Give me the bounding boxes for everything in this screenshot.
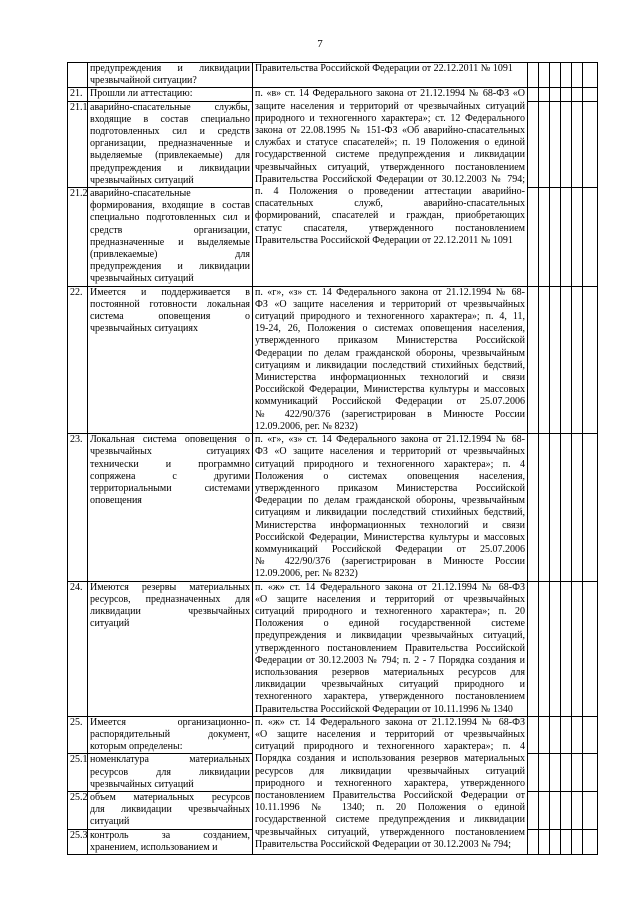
table-row xyxy=(68,63,598,88)
table-row xyxy=(68,434,598,581)
text-line: Федерации по делам гражданской обороны, чрезвычайным xyxy=(255,495,525,507)
question-cell xyxy=(88,581,253,716)
question-cell xyxy=(88,63,253,88)
answer-cell[interactable] xyxy=(583,754,598,792)
answer-cell[interactable] xyxy=(539,88,550,101)
text-line: Прошли ли аттестацию: xyxy=(90,88,193,100)
text-line: ситуаций природного и техногенного характера»; п. 4 xyxy=(255,741,525,753)
answer-cell[interactable] xyxy=(550,101,561,187)
question-cell xyxy=(88,791,253,829)
question-cell xyxy=(88,188,253,287)
text-line: Имеются резервы материальных xyxy=(90,581,250,593)
item-number: 23. xyxy=(68,434,88,581)
text-line: «О защите населения и территорий от чрезвычайных xyxy=(255,593,525,605)
item-number: 25.2 xyxy=(68,791,88,829)
item-number: 21.1 xyxy=(68,101,88,187)
question-cell xyxy=(88,434,253,581)
answer-cell[interactable] xyxy=(528,581,539,716)
text-line: предназначенные и выделяемые xyxy=(90,236,250,248)
answer-cell[interactable] xyxy=(572,716,583,754)
text-line: чрезвычайных ситуаций xyxy=(90,174,194,186)
text-line: 12.09.2006, рег. № 8232) xyxy=(255,420,358,432)
text-line: территориальными системами xyxy=(90,482,250,494)
answer-cell[interactable] xyxy=(528,286,539,433)
answer-cell[interactable] xyxy=(583,101,598,187)
text-line: ресурсов, предназначенных для xyxy=(90,593,250,605)
answer-cell[interactable] xyxy=(539,63,550,88)
item-number: 21. xyxy=(68,88,88,101)
answer-cell[interactable] xyxy=(561,63,572,88)
checklist-table xyxy=(67,62,598,855)
answer-cell[interactable] xyxy=(550,754,561,792)
answer-cell[interactable] xyxy=(572,286,583,433)
text-line: ФЗ «О защите населения и территорий от чрезвычайных xyxy=(255,446,525,458)
text-line: Правительства Российской Федерации от 10.11.1996 № 1340 xyxy=(255,703,513,715)
table-row xyxy=(68,716,598,754)
answer-cell[interactable] xyxy=(561,188,572,287)
answer-cell[interactable] xyxy=(539,716,550,754)
answer-cell[interactable] xyxy=(539,188,550,287)
legal-reference-cell xyxy=(253,88,528,286)
text-line: № 422/90/376 (зарегистрирован в Минюсте России xyxy=(255,408,525,420)
answer-cell[interactable] xyxy=(572,434,583,581)
answer-cell[interactable] xyxy=(561,716,572,754)
text-line: 12.09.2006, рег. № 8232) xyxy=(255,568,358,580)
legal-reference-cell xyxy=(253,581,528,716)
answer-cell[interactable] xyxy=(539,754,550,792)
checklist-rows xyxy=(68,63,598,855)
table-row xyxy=(68,88,598,101)
question-cell xyxy=(88,286,253,433)
text-line: ситуаций природного и техногенного характера»; п. 4, 11, xyxy=(255,311,525,323)
text-line: Порядка создания и использования резервов материальных xyxy=(255,753,525,765)
legal-reference-cell xyxy=(253,434,528,581)
answer-cell[interactable] xyxy=(583,63,598,88)
legal-reference-cell xyxy=(253,716,528,854)
answer-cell[interactable] xyxy=(528,434,539,581)
text-line: ситуаций xyxy=(90,816,130,828)
text-line: спасательных служб, аварийно-спасательных xyxy=(255,198,525,210)
question-cell xyxy=(88,716,253,754)
text-line: для ликвидации чрезвычайных xyxy=(90,804,250,816)
text-line: подготовленных сил и средств xyxy=(90,126,250,138)
text-line: коммуникаций Российской Федерации от 25.07.2006 xyxy=(255,396,525,408)
answer-cell[interactable] xyxy=(528,829,539,854)
question-cell xyxy=(88,829,253,854)
answer-cell[interactable] xyxy=(539,581,550,716)
text-line: распорядительный документ, xyxy=(90,728,250,740)
text-line: Локальная система оповещения о xyxy=(90,434,250,446)
answer-cell[interactable] xyxy=(561,88,572,101)
answer-cell[interactable] xyxy=(528,188,539,287)
text-line: аварийно-спасательные xyxy=(90,188,191,200)
legal-reference-cell xyxy=(253,63,528,88)
text-line: Правительства Российской Федерации от 30.12.2003 № 794; xyxy=(255,838,511,850)
text-line: сопряжена с другими xyxy=(90,470,250,482)
table-row xyxy=(68,581,598,716)
text-line: Правительства Российской Федерации от 22.12.2011 № 1091 xyxy=(255,63,513,74)
text-line: службах и статусе спасателей»; п. 19 Положения о единой xyxy=(255,137,525,149)
answer-cell[interactable] xyxy=(539,286,550,433)
answer-cell[interactable] xyxy=(561,791,572,829)
text-line: ликвидации чрезвычайных ситуаций природного и xyxy=(255,679,525,691)
answer-cell[interactable] xyxy=(550,581,561,716)
answer-cell[interactable] xyxy=(561,434,572,581)
text-line: постановлением Правительства Российской Федерации от xyxy=(255,789,525,801)
text-line: контроль за созданием, xyxy=(90,829,250,841)
answer-cell[interactable] xyxy=(583,829,598,854)
text-line: аварийно-спасательные службы, xyxy=(90,101,250,113)
answer-cell[interactable] xyxy=(539,829,550,854)
text-line: п. «г», «з» ст. 14 Федерального закона от 21.12.1994 № 68- xyxy=(255,286,525,298)
text-line: средств организации, xyxy=(90,224,250,236)
text-line: постоянной готовности локальная xyxy=(90,298,250,310)
text-line: объем материальных ресурсов xyxy=(90,791,250,803)
text-line: 10.11.1996 № 1340; п. 20 Положения о единой xyxy=(255,802,525,814)
text-line: п. «ж» ст. 14 Федерального закона от 21.12.1994 № 68-ФЗ xyxy=(255,581,525,593)
answer-cell[interactable] xyxy=(550,63,561,88)
text-line: ФЗ «О защите населения и территорий от чрезвычайных xyxy=(255,298,525,310)
text-line: чрезвычайной ситуации? xyxy=(90,75,197,87)
text-line: ситуаций природного и техногенного характера»; п. 20 xyxy=(255,605,525,617)
text-line: ликвидации чрезвычайных xyxy=(90,605,250,617)
item-number: 22. xyxy=(68,286,88,433)
answer-cell[interactable] xyxy=(528,63,539,88)
text-line: природного и техногенного характера, утвержденного xyxy=(255,777,525,789)
text-line: Положения о системах оповещения населения, xyxy=(255,470,525,482)
text-line: формирования, входящие в состав xyxy=(90,200,250,212)
text-line: Правительства Российской Федерации от 30.12.2003 № 794; xyxy=(255,173,525,185)
item-number: 21.2 xyxy=(68,188,88,287)
answer-cell[interactable] xyxy=(572,754,583,792)
text-line: которым определены: xyxy=(90,741,183,753)
text-line: Российской Федерации, Министерства культуры и массовых xyxy=(255,531,525,543)
text-line: оповещения xyxy=(90,495,142,507)
text-line: 19-24, 26, Положения о системах оповещения населения, xyxy=(255,323,525,335)
text-line: чрезвычайных ситуаций, утвержденного постановлением xyxy=(255,161,525,173)
text-line: предупреждения и ликвидации xyxy=(90,261,250,273)
text-line: ситуациям и ликвидации последствий стихийных бедствий, xyxy=(255,507,525,519)
text-line: система оповещения о xyxy=(90,311,250,323)
answer-cell[interactable] xyxy=(550,286,561,433)
text-line: (привлекаемые) для xyxy=(90,249,250,261)
text-line: ресурсов для ликвидации чрезвычайных ситуаций xyxy=(255,765,525,777)
text-line: Правительства Российской Федерации от 22.12.2011 № 1091 xyxy=(255,234,513,246)
answer-cell[interactable] xyxy=(572,88,583,101)
text-line: использования резервов материальных ресурсов для xyxy=(255,666,525,678)
text-line: статус спасателя, утвержденного постановлением xyxy=(255,222,525,234)
text-line: ресурсов для ликвидации xyxy=(90,766,250,778)
answer-cell[interactable] xyxy=(572,188,583,287)
text-line: Российской Федерации, Министерства культуры и массовых xyxy=(255,384,525,396)
item-number: 24. xyxy=(68,581,88,716)
text-line: организации, предназначенные и xyxy=(90,138,250,150)
text-line: формирований, спасателей и граждан, приобретающих xyxy=(255,210,525,222)
answer-cell[interactable] xyxy=(561,581,572,716)
text-line: предупреждения и ликвидации чрезвычайных ситуаций, xyxy=(255,630,525,642)
answer-cell[interactable] xyxy=(528,754,539,792)
answer-cell[interactable] xyxy=(561,286,572,433)
text-line: государственной системе предупреждения и ликвидации xyxy=(255,814,525,826)
page-number: 7 xyxy=(317,38,323,50)
answer-cell[interactable] xyxy=(550,434,561,581)
answer-cell[interactable] xyxy=(583,791,598,829)
text-line: утвержденного постановлением Правительства Российской xyxy=(255,642,525,654)
text-line: Федерации от 30.12.2003 № 794; п. 2 - 7 Порядка создания и xyxy=(255,654,525,666)
text-line: номенклатура материальных xyxy=(90,754,250,766)
answer-cell[interactable] xyxy=(561,101,572,187)
item-number: 25.3 xyxy=(68,829,88,854)
item-number: 25. xyxy=(68,716,88,754)
text-line: Министерства информационных технологий и связи xyxy=(255,372,525,384)
text-line: входящие в состав специально xyxy=(90,113,250,125)
answer-cell[interactable] xyxy=(539,791,550,829)
answer-cell[interactable] xyxy=(561,754,572,792)
answer-cell[interactable] xyxy=(583,716,598,754)
text-line: чрезвычайных ситуаций xyxy=(90,778,194,790)
answer-cell[interactable] xyxy=(528,791,539,829)
text-line: защите населения и территорий от чрезвычайных ситуаций xyxy=(255,100,525,112)
answer-cell[interactable] xyxy=(572,581,583,716)
text-line: утвержденного приказом Министерства Российской xyxy=(255,335,525,347)
text-line: «О защите населения и территорий от чрезвычайных xyxy=(255,728,525,740)
question-cell xyxy=(88,101,253,187)
text-line: хранением, использованием и xyxy=(90,841,218,853)
table-row xyxy=(68,286,598,433)
legal-reference-cell xyxy=(253,286,528,433)
answer-cell[interactable] xyxy=(583,286,598,433)
answer-cell[interactable] xyxy=(550,829,561,854)
text-line: ситуаций xyxy=(90,618,130,630)
text-line: специально подготовленных сил и xyxy=(90,212,250,224)
text-line: закона от 22.08.1995 № 151-ФЗ «Об аварийно-спасательных xyxy=(255,125,525,137)
text-line: № 422/90/376 (зарегистрирован в Минюсте России xyxy=(255,556,525,568)
answer-cell[interactable] xyxy=(539,434,550,581)
answer-cell[interactable] xyxy=(572,101,583,187)
text-line: Имеется и поддерживается в xyxy=(90,286,250,298)
answer-cell[interactable] xyxy=(528,101,539,187)
text-line: п. 4 Положения о проведении аттестации аварийно- xyxy=(255,186,525,198)
text-line: предупреждения и ликвидации xyxy=(90,63,250,74)
text-line: чрезвычайных ситуациях xyxy=(90,323,199,335)
answer-cell[interactable] xyxy=(583,434,598,581)
answer-cell[interactable] xyxy=(528,88,539,101)
answer-cell[interactable] xyxy=(539,101,550,187)
text-line: чрезвычайных ситуациях xyxy=(90,446,250,458)
text-line: Министерства информационных технологий и связи xyxy=(255,519,525,531)
question-cell xyxy=(88,754,253,792)
text-line: п. «г», «з» ст. 14 Федерального закона от 21.12.1994 № 68- xyxy=(255,434,525,446)
answer-cell[interactable] xyxy=(583,188,598,287)
text-line: коммуникаций Российской Федерации от 25.07.2006 xyxy=(255,543,525,555)
answer-cell[interactable] xyxy=(550,716,561,754)
text-line: техногенного характера, утвержденного постановлением xyxy=(255,691,525,703)
text-line: Положения о единой государственной системе xyxy=(255,618,525,630)
answer-cell[interactable] xyxy=(528,716,539,754)
answer-cell[interactable] xyxy=(550,791,561,829)
text-line: утвержденного приказом Министерства Российской xyxy=(255,482,525,494)
text-line: Имеется организационно- xyxy=(90,716,250,728)
answer-cell[interactable] xyxy=(550,88,561,101)
answer-cell[interactable] xyxy=(561,829,572,854)
text-line: чрезвычайных ситуаций, утвержденного постановлением xyxy=(255,826,525,838)
answer-cell[interactable] xyxy=(572,63,583,88)
answer-cell[interactable] xyxy=(572,791,583,829)
answer-cell[interactable] xyxy=(550,188,561,287)
answer-cell[interactable] xyxy=(572,829,583,854)
text-line: ситуаций природного и техногенного характера»; п. 4 xyxy=(255,458,525,470)
text-line: чрезвычайных ситуаций xyxy=(90,273,194,285)
item-number: 25.1 xyxy=(68,754,88,792)
text-line: выделяемые (привлекаемые) для xyxy=(90,150,250,162)
text-line: предупреждения и ликвидации xyxy=(90,162,250,174)
item-number xyxy=(68,63,88,88)
answer-cell[interactable] xyxy=(583,88,598,101)
text-line: природного и техногенного характера»; ст. 12 Федерального xyxy=(255,112,525,124)
question-cell xyxy=(88,88,253,101)
text-line: п. «в» ст. 14 Федерального закона от 21.12.1994 № 68-ФЗ «О xyxy=(255,88,525,100)
text-line: п. «ж» ст. 14 Федерального закона от 21.12.1994 № 68-ФЗ xyxy=(255,716,525,728)
text-line: Федерации по делам гражданской обороны, чрезвычайным xyxy=(255,347,525,359)
answer-cell[interactable] xyxy=(583,581,598,716)
text-line: технически и программно xyxy=(90,458,250,470)
text-line: ситуациям и ликвидации последствий стихийных бедствий, xyxy=(255,359,525,371)
text-line: государственной системе предупреждения и ликвидации xyxy=(255,149,525,161)
